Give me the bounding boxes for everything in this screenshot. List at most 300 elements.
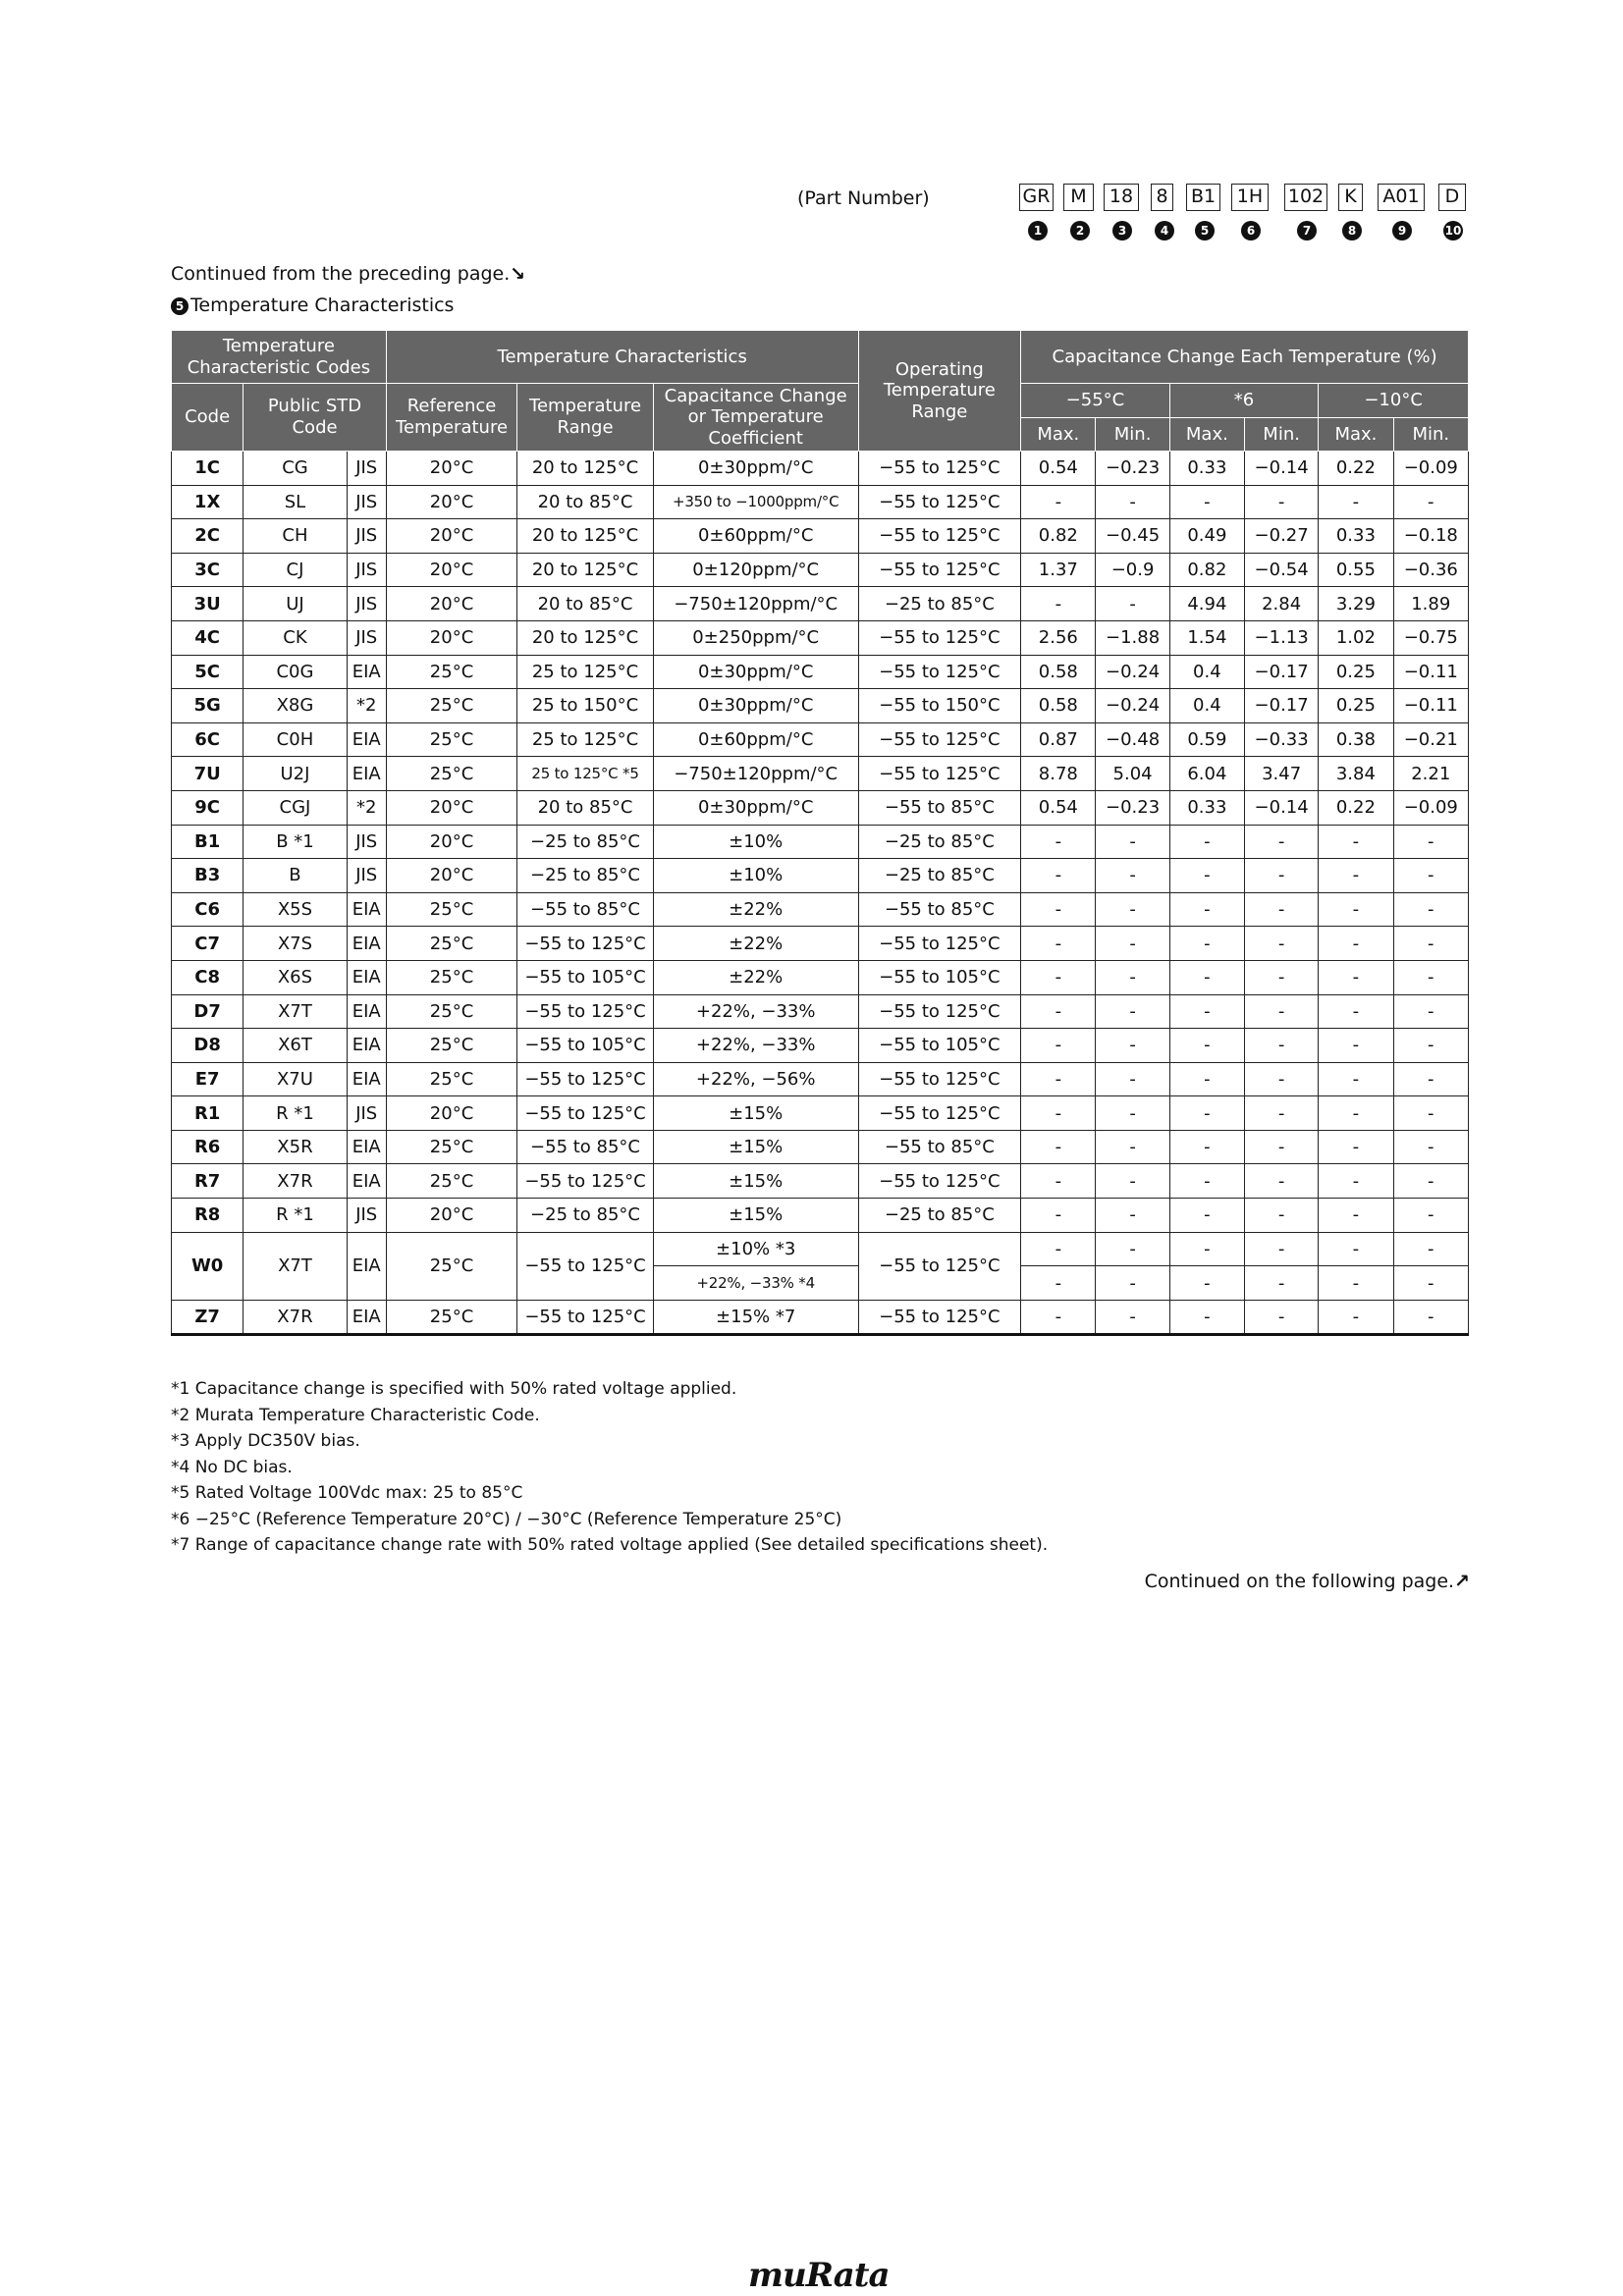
table-cell: - [1169,960,1244,994]
table-cell: 4.94 [1169,587,1244,621]
table-cell: −0.54 [1245,553,1319,587]
part-number-segment: A01 [1378,184,1425,211]
table-cell: 1X [172,485,243,519]
table-cell: −55 to 125°C [858,1096,1021,1131]
table-cell: - [1319,1062,1393,1096]
table-cell: - [1169,1062,1244,1096]
table-cell: 0.33 [1169,452,1244,486]
table-cell: −25 to 85°C [517,859,654,893]
table-cell: −0.09 [1393,790,1468,825]
table-cell: −55 to 125°C [858,452,1021,486]
header-public-std: Public STD Code [243,384,387,452]
table-cell: - [1021,1232,1096,1266]
table-cell: 25 to 150°C [517,689,654,723]
table-cell: EIA [347,994,386,1029]
part-number-segment: 18 [1104,184,1139,211]
table-cell: - [1169,1266,1244,1301]
table-cell: 0.49 [1169,519,1244,554]
table-cell: 2.84 [1245,587,1319,621]
table-cell: ±15% [653,1199,858,1233]
table-cell: - [1021,1062,1096,1096]
table-cell: - [1169,1130,1244,1164]
part-number-segment: M [1063,184,1094,211]
table-cell: ±22% [653,892,858,927]
table-cell: - [1245,1199,1319,1233]
table-cell: 5.04 [1096,757,1169,791]
header-max: Max. [1021,418,1096,452]
table-cell: - [1021,1266,1096,1301]
table-cell: - [1393,1029,1468,1063]
table-cell: 5G [172,689,243,723]
table-cell: - [1245,1062,1319,1096]
table-cell: −55 to 125°C [858,1300,1021,1335]
table-cell: 20 to 125°C [517,519,654,554]
table-cell: - [1319,1266,1393,1301]
part-number-index-badge: 5 [1195,221,1215,240]
table-cell: CH [243,519,347,554]
table-cell: −0.24 [1096,655,1169,689]
table-cell: - [1393,485,1468,519]
table-cell: ±22% [653,927,858,961]
table-cell: - [1096,1232,1169,1266]
murata-logo: muRata [748,2256,890,2295]
table-row [172,553,1469,587]
table-cell: 25°C [386,892,516,927]
table-row [172,927,1469,961]
table-cell: X7R [243,1164,347,1199]
table-cell: −0.14 [1245,452,1319,486]
table-cell: 0.38 [1319,722,1393,757]
table-cell: −25 to 85°C [858,825,1021,859]
table-cell: −55 to 85°C [517,892,654,927]
table-row [172,1164,1469,1199]
header-temp-range: Temperature Range [517,384,654,452]
table-cell: ±10% *3 [653,1232,858,1266]
continued-on-note [1145,1571,1470,1592]
part-number-index-badge: 10 [1443,221,1463,240]
table-cell: 20 to 125°C [517,620,654,655]
table-cell: 20°C [386,485,516,519]
table-cell: CJ [243,553,347,587]
table-cell: - [1096,1300,1169,1335]
table-cell: - [1169,485,1244,519]
table-cell: −55 to 125°C [517,927,654,961]
table-cell: - [1021,587,1096,621]
table-cell: 20°C [386,859,516,893]
table-cell: - [1169,892,1244,927]
table-cell: −55 to 125°C [517,1232,654,1300]
table-row [172,1199,1469,1233]
table-cell: C6 [172,892,243,927]
table-cell: −55 to 125°C [517,1164,654,1199]
table-cell: - [1096,1266,1169,1301]
table-cell: −55 to 125°C [858,1232,1021,1300]
table-cell: 1.02 [1319,620,1393,655]
table-cell: - [1245,825,1319,859]
table-cell: 25 to 125°C [517,722,654,757]
table-cell: JIS [347,485,386,519]
table-cell: EIA [347,655,386,689]
table-cell: 25°C [386,1029,516,1063]
header-min: Min. [1245,418,1319,452]
table-cell: - [1245,1266,1319,1301]
header-cap-coeff: Capacitance Change or Temperature Coefficient [653,384,858,452]
table-cell: −55 to 125°C [858,757,1021,791]
table-cell: −55 to 125°C [517,1096,654,1131]
table-row [172,620,1469,655]
footnote: *4 No DC bias. [171,1457,293,1477]
table-cell: - [1245,485,1319,519]
table-cell: 20°C [386,790,516,825]
table-cell: - [1245,1130,1319,1164]
header-min: Min. [1096,418,1169,452]
table-cell: - [1096,927,1169,961]
table-cell: 0.58 [1021,655,1096,689]
table-cell: - [1169,825,1244,859]
table-cell: - [1245,927,1319,961]
table-cell: R *1 [243,1199,347,1233]
table-cell: - [1096,1130,1169,1164]
table-cell: B1 [172,825,243,859]
table-row [172,790,1469,825]
table-row [172,485,1469,519]
table-cell: SL [243,485,347,519]
table-cell: - [1021,1164,1096,1199]
table-cell: - [1096,960,1169,994]
table-cell: 0±30ppm/°C [653,655,858,689]
table-cell: - [1096,1062,1169,1096]
table-row [172,960,1469,994]
table-cell: - [1096,859,1169,893]
table-cell: - [1319,859,1393,893]
table-row [172,1062,1469,1096]
part-number-segment: 1H [1231,184,1269,211]
footnote: *3 Apply DC350V bias. [171,1431,360,1451]
table-cell: - [1021,892,1096,927]
table-cell: - [1169,1300,1244,1335]
part-number-segment: 102 [1284,184,1327,211]
table-cell: −0.14 [1245,790,1319,825]
table-row [172,757,1469,791]
table-cell: −55 to 125°C [858,927,1021,961]
section-title [171,294,454,316]
table-cell: −55 to 105°C [858,960,1021,994]
table-row [172,1029,1469,1063]
table-cell: EIA [347,892,386,927]
table-cell: - [1393,892,1468,927]
table-cell: 0.82 [1169,553,1244,587]
table-cell: - [1245,1096,1319,1131]
table-cell: - [1319,1164,1393,1199]
table-cell: - [1021,485,1096,519]
table-cell: - [1319,892,1393,927]
table-cell: - [1393,1096,1468,1131]
table-cell: −0.36 [1393,553,1468,587]
table-cell: 2.56 [1021,620,1096,655]
table-row [172,519,1469,554]
table-cell: −0.09 [1393,452,1468,486]
header-ref-temp: Reference Temperature [386,384,516,452]
table-cell: R6 [172,1130,243,1164]
table-cell: 0.22 [1319,452,1393,486]
table-row [172,892,1469,927]
table-row [172,825,1469,859]
table-cell: - [1169,1199,1244,1233]
table-cell: −1.88 [1096,620,1169,655]
table-cell: −55 to 125°C [858,1164,1021,1199]
part-number-index-badge: 4 [1155,221,1174,240]
table-cell: 0.25 [1319,655,1393,689]
table-cell: JIS [347,1199,386,1233]
table-cell: 25°C [386,1164,516,1199]
table-cell: 20°C [386,620,516,655]
table-cell: - [1245,960,1319,994]
table-cell: - [1021,1130,1096,1164]
table-cell: - [1021,1096,1096,1131]
table-cell: 0.4 [1169,689,1244,723]
table-cell: 0.58 [1021,689,1096,723]
table-cell: 0±120ppm/°C [653,553,858,587]
table-cell: 1.89 [1393,587,1468,621]
table-cell: ±15% [653,1130,858,1164]
table-row [172,689,1469,723]
table-cell: 25°C [386,960,516,994]
table-cell: - [1319,1130,1393,1164]
table-row [172,1096,1469,1131]
table-cell: C0H [243,722,347,757]
table-cell: ±15% [653,1096,858,1131]
part-number-index-badge: 6 [1241,221,1261,240]
footnotes [171,1376,1048,1559]
table-cell: ±10% [653,859,858,893]
arrow-up-right-icon: ↗ [1454,1571,1470,1592]
table-cell: - [1169,1164,1244,1199]
table-cell: 25 to 125°C [517,655,654,689]
table-row [172,587,1469,621]
table-cell: X6T [243,1029,347,1063]
part-number-segment: GR [1019,184,1054,211]
table-cell: 25°C [386,722,516,757]
table-cell: - [1245,1300,1319,1335]
table-cell: −0.48 [1096,722,1169,757]
table-cell: 20°C [386,825,516,859]
table-cell: JIS [347,452,386,486]
table-cell: −55 to 125°C [858,620,1021,655]
table-cell: - [1096,1096,1169,1131]
table-cell: - [1319,485,1393,519]
table-cell: 0±60ppm/°C [653,722,858,757]
table-cell: 20°C [386,452,516,486]
table-cell: EIA [347,757,386,791]
table-cell: - [1021,1029,1096,1063]
temperature-characteristics-table [171,330,1469,1336]
table-cell: - [1393,1130,1468,1164]
table-cell: - [1021,1199,1096,1233]
table-cell: JIS [347,620,386,655]
table-cell: −25 to 85°C [858,859,1021,893]
table-cell: −55 to 125°C [517,1062,654,1096]
table-cell: −750±120ppm/°C [653,757,858,791]
table-cell: - [1319,960,1393,994]
table-cell: 25 to 125°C *5 [517,757,654,791]
table-cell: - [1393,1062,1468,1096]
table-cell: 1C [172,452,243,486]
table-cell: −1.13 [1245,620,1319,655]
part-number-label: (Part Number) [797,187,930,209]
table-cell: ±10% [653,825,858,859]
table-cell: ±15% [653,1164,858,1199]
table-cell: C7 [172,927,243,961]
table-cell: - [1169,1029,1244,1063]
table-cell: - [1169,859,1244,893]
table-cell: EIA [347,1062,386,1096]
table-cell: 9C [172,790,243,825]
table-cell: C8 [172,960,243,994]
table-cell: −0.9 [1096,553,1169,587]
table-cell: 0.54 [1021,452,1096,486]
table-cell: - [1319,1300,1393,1335]
header-tc-group: Temperature Characteristics [386,331,858,384]
table-cell: 20°C [386,553,516,587]
table-cell: UJ [243,587,347,621]
table-cell: - [1319,1029,1393,1063]
table-cell: - [1393,859,1468,893]
table-cell: - [1096,1199,1169,1233]
table-cell: −0.33 [1245,722,1319,757]
table-row [172,452,1469,486]
table-cell: EIA [347,1164,386,1199]
part-number-segment: D [1438,184,1466,211]
table-cell: - [1393,1266,1468,1301]
table-cell: 0.87 [1021,722,1096,757]
table-cell: JIS [347,825,386,859]
table-cell: X7T [243,994,347,1029]
table-cell: 0.82 [1021,519,1096,554]
table-cell: CG [243,452,347,486]
table-cell: −0.23 [1096,790,1169,825]
table-cell: −55 to 85°C [517,1130,654,1164]
table-cell: −25 to 85°C [858,587,1021,621]
table-cell: 6.04 [1169,757,1244,791]
table-cell: C0G [243,655,347,689]
table-cell: R7 [172,1164,243,1199]
part-number-segment: K [1338,184,1363,211]
table-cell: 0.22 [1319,790,1393,825]
table-cell: 0.55 [1319,553,1393,587]
table-cell: - [1393,927,1468,961]
table-cell: −55 to 125°C [517,1300,654,1335]
table-cell: 0±30ppm/°C [653,790,858,825]
table-cell: - [1169,927,1244,961]
table-cell: 5C [172,655,243,689]
table-cell: EIA [347,1029,386,1063]
table-cell: −55 to 125°C [858,553,1021,587]
table-cell: −0.21 [1393,722,1468,757]
table-cell: - [1393,960,1468,994]
table-cell: 8.78 [1021,757,1096,791]
table-cell: +22%, −33% *4 [653,1266,858,1301]
table-cell: 25°C [386,689,516,723]
table-cell: 0.54 [1021,790,1096,825]
table-cell: −55 to 125°C [858,655,1021,689]
table-cell: 20 to 125°C [517,452,654,486]
table-cell: −0.27 [1245,519,1319,554]
footnote: *5 Rated Voltage 100Vdc max: 25 to 85°C [171,1483,523,1503]
table-cell: −55 to 105°C [858,1029,1021,1063]
table-cell: −55 to 85°C [858,790,1021,825]
table-cell: JIS [347,1096,386,1131]
part-number-segment: 8 [1151,184,1173,211]
table-cell: - [1096,892,1169,927]
table-cell: - [1319,1232,1393,1266]
table-cell: 3C [172,553,243,587]
table-cell: - [1096,1164,1169,1199]
table-cell: 0±30ppm/°C [653,689,858,723]
table-cell: −750±120ppm/°C [653,587,858,621]
table-cell: X7S [243,927,347,961]
table-cell: ±22% [653,960,858,994]
table-cell: 25°C [386,757,516,791]
table-cell: - [1169,1232,1244,1266]
table-cell: −0.17 [1245,655,1319,689]
table-cell: X5R [243,1130,347,1164]
header-min: Min. [1393,418,1468,452]
table-cell: - [1096,1029,1169,1063]
table-cell: - [1245,1232,1319,1266]
table-cell: - [1393,1164,1468,1199]
table-body [172,452,1469,1335]
table-cell: 1.54 [1169,620,1244,655]
table-cell: 7U [172,757,243,791]
table-cell: −0.23 [1096,452,1169,486]
table-row [172,722,1469,757]
footnote: *6 −25°C (Reference Temperature 20°C) / −30°C (Reference Temperature 25°C) [171,1509,842,1529]
header-temp-minus55: −55°C [1021,384,1170,418]
table-cell: - [1169,994,1244,1029]
table-cell: 3.47 [1245,757,1319,791]
table-cell: - [1245,892,1319,927]
table-row [172,859,1469,893]
table-cell: −25 to 85°C [517,1199,654,1233]
section-title-text: Temperature Characteristics [190,294,455,316]
table-cell: - [1245,1029,1319,1063]
table-cell: EIA [347,1130,386,1164]
table-cell: −55 to 125°C [858,1062,1021,1096]
header-code: Code [172,384,243,452]
table-cell: 4C [172,620,243,655]
continued-from-text: Continued from the preceding page. [171,263,511,285]
table-cell: −55 to 125°C [517,994,654,1029]
table-cell: D7 [172,994,243,1029]
table-cell: - [1393,1199,1468,1233]
table-cell: −55 to 125°C [858,519,1021,554]
table-cell: - [1169,1096,1244,1131]
table-cell: - [1393,1232,1468,1266]
table-row [172,1232,1469,1266]
table-cell: +22%, −33% [653,1029,858,1063]
table-cell: EIA [347,960,386,994]
table-cell: JIS [347,519,386,554]
table-cell: 3.84 [1319,757,1393,791]
table-cell: −55 to 150°C [858,689,1021,723]
table-cell: 0±60ppm/°C [653,519,858,554]
table-cell: - [1096,485,1169,519]
table-cell: −0.11 [1393,655,1468,689]
table-cell: 3.29 [1319,587,1393,621]
table-cell: −55 to 125°C [858,722,1021,757]
table-cell: 2C [172,519,243,554]
table-cell: 20°C [386,587,516,621]
